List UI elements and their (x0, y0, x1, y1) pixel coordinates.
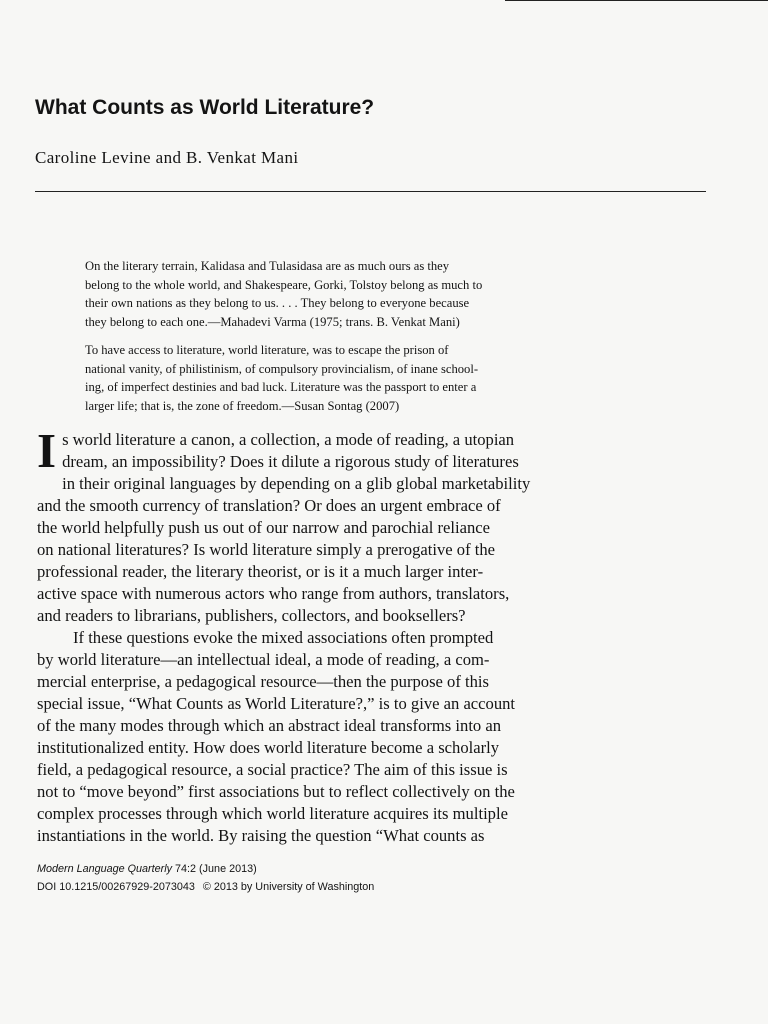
article-authors: Caroline Levine and B. Venkat Mani (35, 148, 299, 167)
journal-name: Modern Language Quarterly (37, 863, 173, 875)
title-divider (35, 191, 706, 192)
body-line: special issue, “What Counts as World Literature?,” is to give an account (37, 694, 516, 713)
doi-line (37, 878, 657, 896)
epigraph-line: On the literary terrain, Kalidasa and Tulasidasa are as much ours as they (85, 259, 450, 273)
body-line: by world literature—an intellectual ideal, a mode of reading, a com- (37, 650, 490, 669)
epigraph-line: To have access to literature, world literature, was to escape the prison of (85, 343, 449, 357)
body-line: If these questions evoke the mixed associations often prompted (73, 628, 494, 647)
epigraph-line: belong to the whole world, and Shakespeare, Gorki, Tolstoy belong as much to (85, 277, 483, 292)
body-line: complex processes through which world literature acquires its multiple (37, 804, 508, 823)
body-line: professional reader, the literary theorist, or is it a much larger inter- (37, 562, 484, 581)
epigraph-line: national vanity, of philistinism, of compulsory provincialism, of inane school- (85, 361, 479, 376)
journal-issue: 74:2 (June 2013) (175, 863, 257, 875)
body-line: active space with numerous actors who range from authors, translators, (37, 584, 510, 603)
body-line: the world helpfully push us out of our narrow and parochial reliance (37, 518, 490, 537)
copyright: © 2013 by University of Washington (202, 881, 375, 893)
epigraph-line: their own nations as they belong to us. . . . They belong to everyone because (85, 296, 470, 310)
body-line: field, a pedagogical resource, a social practice? The aim of this issue is (37, 760, 508, 779)
body-line: of the many modes through which an abstract ideal transforms into an (37, 716, 502, 735)
body-line: not to “move beyond” first associations but to reflect collectively on the (37, 782, 515, 801)
body-line: s world literature a canon, a collection, a mode of reading, a utopian (62, 430, 515, 449)
article-body (37, 423, 677, 847)
journal-citation (37, 860, 657, 878)
epigraph-line: larger life; that is, the zone of freedom.—Susan Sontag (2007) (85, 398, 400, 413)
body-line: institutionalized entity. How does world literature become a scholarly (37, 738, 500, 757)
page-footer (37, 860, 657, 896)
epigraph-varma (85, 257, 685, 331)
epigraph-sontag (85, 341, 685, 415)
top-edge-rule (505, 0, 768, 1)
body-line: instantiations in the world. By raising the question “What counts as (37, 826, 485, 845)
epigraph-line: ing, of imperfect destinies and bad luck. Literature was the passport to enter a (85, 380, 477, 394)
body-line: mercial enterprise, a pedagogical resource—then the purpose of this (37, 672, 490, 691)
epigraph-line: they belong to each one.—Mahadevi Varma (1975; trans. B. Venkat Mani) (85, 314, 460, 329)
doi: DOI 10.1215/00267929-2073043 (37, 881, 195, 893)
body-line: in their original languages by depending on a glib global marketability (62, 474, 531, 493)
drop-cap: I (37, 423, 57, 478)
body-line: and the smooth currency of translation? Or does an urgent embrace of (37, 496, 501, 515)
body-line: and readers to librarians, publishers, collectors, and booksellers? (37, 606, 466, 625)
article-title: What Counts as World Literature? (35, 96, 375, 119)
body-line: on national literatures? Is world literature simply a prerogative of the (37, 540, 496, 559)
body-line: dream, an impossibility? Does it dilute a rigorous study of literatures (62, 452, 519, 471)
